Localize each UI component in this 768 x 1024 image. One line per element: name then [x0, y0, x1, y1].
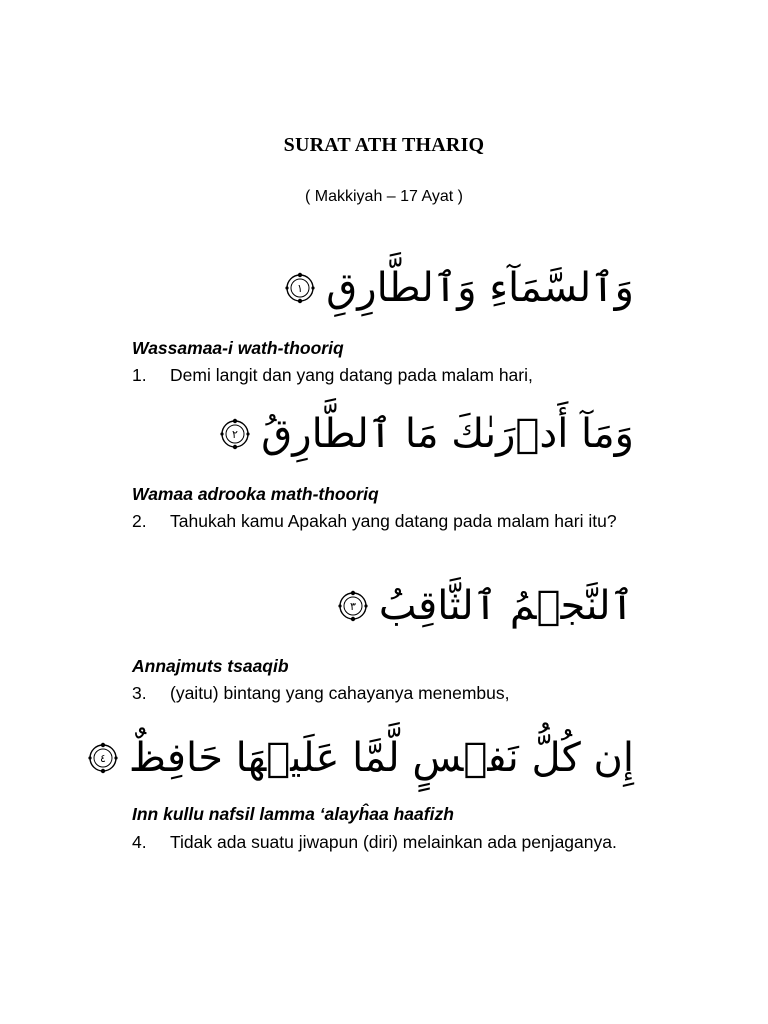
translation-text: Demi langit dan yang datang pada malam hari,: [170, 365, 533, 385]
verse-arabic: [87, 735, 634, 781]
ayah-number: ٢: [232, 428, 239, 441]
ayah-end-marker-icon: [219, 418, 251, 450]
verse-arabic: [284, 265, 634, 311]
verse-transliteration: Annajmuts tsaaqib: [132, 656, 289, 676]
verse-translation: [132, 830, 635, 855]
verse-number: 3.: [132, 683, 147, 703]
verse-transliteration: Inn kullu nafsil lamma ‘alayĥaa haafizh: [132, 804, 454, 824]
arabic-text: وَمَآ أَدۡرَىٰكَ مَا ٱلطَّارِقُ: [261, 411, 634, 457]
translation-text: (yaitu) bintang yang cahayanya menembus,: [170, 683, 510, 703]
ayah-end-marker-icon: [337, 590, 369, 622]
ayah-end-marker-icon: [284, 272, 316, 304]
verse-number: 1.: [132, 365, 147, 385]
verse-transliteration: Wamaa adrooka math-thooriq: [132, 484, 379, 504]
page-title: SURAT ATH THARIQ: [283, 134, 485, 156]
arabic-text: إِن كُلُّ نَفۡسٍ لَّمَّا عَلَيۡهَا حَافِظٌ: [128, 735, 634, 781]
verse-number: 4.: [132, 832, 147, 852]
ayah-end-marker-icon: [87, 742, 119, 774]
arabic-text: وَٱلسَّمَآءِ وَٱلطَّارِقِ: [326, 265, 634, 311]
verse-arabic: [337, 583, 634, 629]
surah-info: ( Makkiyah – 17 Ayat ): [305, 188, 463, 205]
verse-transliteration: Wassamaa-i wath-thooriq: [132, 338, 344, 358]
verse-arabic: [219, 411, 634, 457]
verse-translation: [132, 363, 635, 388]
verse-number: 2.: [132, 511, 147, 531]
translation-text: Tidak ada suatu jiwapun (diri) melainkan ada penjaganya.: [170, 832, 617, 852]
verse-translation: [132, 509, 635, 534]
arabic-text: ٱلنَّجۡمُ ٱلثَّاقِبُ: [378, 583, 634, 629]
translation-text: Tahukah kamu Apakah yang datang pada malam hari itu?: [170, 511, 617, 531]
verse-translation: [132, 681, 635, 706]
ayah-number: ١: [297, 282, 304, 295]
ayah-number: ٤: [99, 752, 106, 765]
ayah-number: ٣: [349, 600, 356, 613]
